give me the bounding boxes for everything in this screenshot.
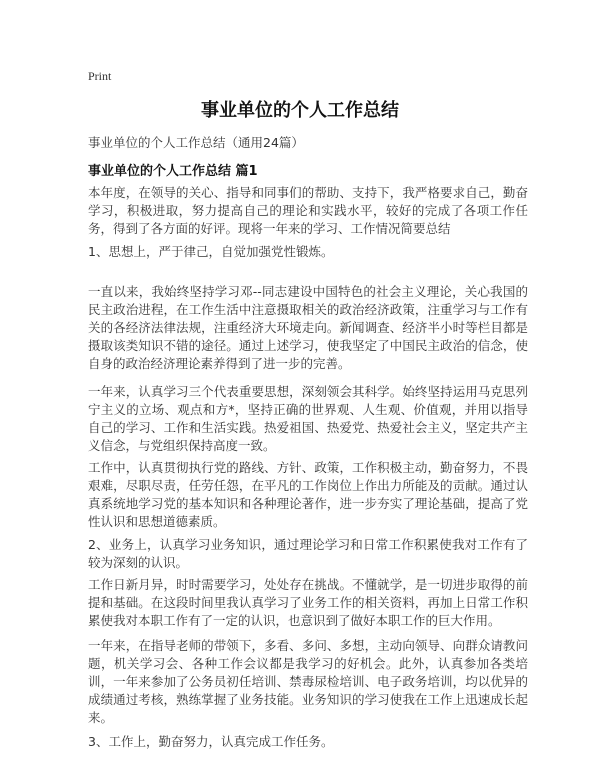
paragraph-theory-study: 一直以来，我始终坚持学习邓--同志建设中国特色的社会主义理论，关心我国的民主政治进程，在工作生活中注意摄取相关的政治经济政策，注重学习与工作有关的各经济法律法规，注重经济大环境走向。新闻调查、经济半小时等栏目都是摄取该类知识不错的途径。通过上述学习，使我坚定了中国民主政治的信念，使自身的政治经济理论素养得到了进一步的完善。 xyxy=(88,284,528,371)
paragraph-intro: 本年度，在领导的关心、指导和同事们的帮助、支持下，我严格要求自己，勤奋学习，积极进取，努力提高自己的理论和实践水平，较好的完成了各项工作任务，得到了各方面的好评。现将一年来的学习、工作情况简要总结 xyxy=(88,185,528,236)
paragraph-point-1: 1、思想上，严于律己，自觉加强党性锻炼。 xyxy=(88,244,334,259)
paragraph-training: 一年来，在指导老师的带领下，多看、多问、多想，主动向领导、向群众请教问题，机关学习会、各种工作会议都是我学习的好机会。此外，认真参加各类培训，一年来参加了公务员初任培训、禁毒尿检培训、电子政务培训，均以优异的成绩通过考核，熟练掌握了业务技能。业务知识的学习使我在工作上迅速成长起来。 xyxy=(88,638,528,725)
document-subtitle: 事业单位的个人工作总结（通用24篇） xyxy=(88,135,304,150)
paragraph-point-3: 3、工作上，勤奋努力，认真完成工作任务。 xyxy=(88,734,334,749)
paragraph-work-attitude: 工作中，认真贯彻执行党的路线、方针、政策，工作积极主动，勤奋努力，不畏艰难，尽职尽责，任劳任怨，在平凡的工作岗位上作出力所能及的贡献。通过认真系统地学习党的基本知识和各种理论著作，进一步夯实了理论基础，提高了党性认识和思想道德素质。 xyxy=(88,460,528,529)
print-link[interactable]: Print xyxy=(88,69,112,83)
section-heading: 事业单位的个人工作总结 篇1 xyxy=(88,164,258,179)
paragraph-three-represents: 一年来，认真学习三个代表重要思想，深刻领会其科学。始终坚持运用马克思列宁主义的立场、观点和方*，坚持正确的世界观、人生观、价值观，并用以指导自己的学习、工作和生活实践。热爱祖国、热爱党、热爱社会主义，坚定共产主义信念，与党组织保持高度一致。 xyxy=(88,384,528,453)
document-title: 事业单位的个人工作总结 xyxy=(201,100,399,121)
paragraph-daily-learning: 工作日新月异，时时需要学习，处处存在挑战。不懂就学，是一切进步取得的前提和基础。在这段时间里我认真学习了业务工作的相关资料，再加上日常工作积累使我对本职工作有了一定的认识，也意识到了做好本职工作的巨大作用。 xyxy=(88,577,528,628)
paragraph-point-2: 2、业务上，认真学习业务知识，通过理论学习和日常工作积累使我对工作有了较为深刻的认识。 xyxy=(88,537,528,570)
